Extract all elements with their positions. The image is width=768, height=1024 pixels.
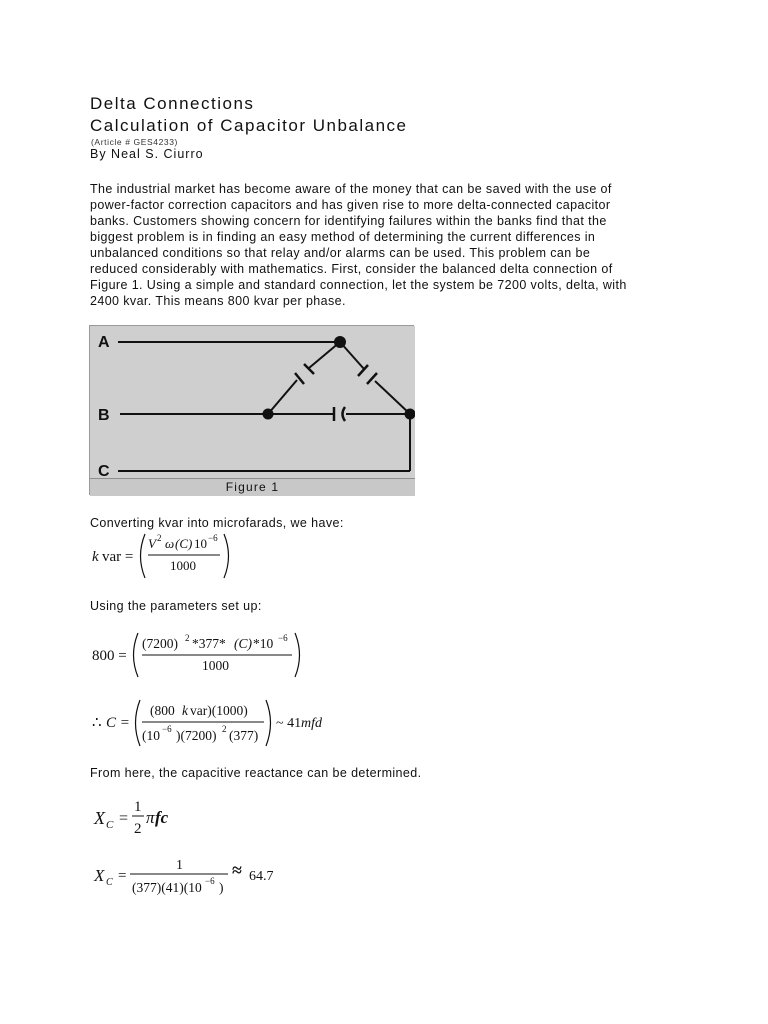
title-line-1: Delta Connections: [90, 94, 255, 113]
svg-text:=: =: [119, 810, 129, 827]
svg-text:1000: 1000: [170, 558, 196, 573]
svg-text:C =: C =: [106, 715, 130, 731]
node-a: [334, 336, 346, 348]
article-number: (Article # GES4233): [91, 137, 178, 147]
intro-line: The industrial market has become aware of the money that can be saved with the use of: [90, 182, 612, 196]
svg-text:1000: 1000: [202, 658, 229, 673]
svg-text:var =: var =: [102, 549, 134, 565]
svg-text:π: π: [146, 808, 155, 827]
figure-caption: Figure 1: [90, 478, 415, 496]
svg-text:var)(1000): var)(1000): [190, 703, 248, 718]
label-a: A: [98, 334, 110, 351]
intro-line: reduced considerably with mathematics. First, consider the balanced delta connection of: [90, 262, 613, 276]
svg-text:*10: *10: [253, 636, 274, 651]
svg-text:ω: ω: [165, 536, 175, 551]
intro-line: 2400 kvar. This means 800 kvar per phase.: [90, 294, 346, 308]
intro-line: biggest problem is in finding an easy method of determining the current differences in: [90, 230, 596, 244]
svg-text:−6: −6: [208, 533, 218, 543]
svg-text:≈: ≈: [232, 860, 242, 880]
svg-text:(377): (377): [229, 728, 259, 743]
svg-text:64.7: 64.7: [249, 869, 274, 884]
svg-text:2: 2: [185, 633, 190, 643]
svg-text:2: 2: [134, 821, 142, 837]
svg-text:V: V: [148, 536, 156, 551]
svg-text:X: X: [94, 808, 105, 828]
node-c: [405, 409, 416, 420]
svg-text:1: 1: [134, 799, 142, 815]
svg-text:(377)(41)(10: (377)(41)(10: [132, 880, 202, 895]
equation-xc-value: [94, 854, 294, 900]
svg-text:−6: −6: [162, 724, 172, 734]
svg-text:2: 2: [222, 724, 227, 734]
svg-text:mfd: mfd: [301, 716, 322, 731]
label-b: B: [98, 407, 110, 424]
byline: By Neal S. Ciurro: [90, 147, 204, 161]
node-b: [263, 409, 274, 420]
equation-capacitance: [92, 698, 332, 748]
svg-text:(7200): (7200): [142, 636, 178, 651]
svg-text:10: 10: [194, 536, 207, 551]
svg-text:(800: (800: [150, 703, 175, 718]
svg-text:): ): [219, 880, 224, 895]
equation-800: [92, 631, 307, 679]
svg-text:~ 41: ~ 41: [276, 716, 302, 731]
svg-text:−6: −6: [205, 876, 215, 886]
svg-text:C: C: [106, 877, 113, 888]
parameters-text: Using the parameters set up:: [90, 599, 262, 613]
delta-circuit-diagram: [90, 326, 415, 478]
label-c: C: [98, 463, 110, 478]
svg-text:fc: fc: [155, 808, 169, 827]
title-line-2: Calculation of Capacitor Unbalance: [90, 116, 408, 135]
svg-text:k: k: [182, 703, 188, 718]
intro-line: banks. Customers showing concern for identifying failures within the banks find that the: [90, 214, 607, 228]
intro-line: Figure 1. Using a simple and standard connection, let the system be 7200 volts, delta, with: [90, 278, 627, 292]
svg-text:(C): (C): [234, 636, 252, 651]
svg-text:X: X: [94, 866, 105, 885]
intro-line: unbalanced conditions so that relay and/or alarms can be used. This problem can be: [90, 246, 591, 260]
equation-kvar: [90, 532, 240, 580]
svg-text:1: 1: [176, 858, 183, 873]
intro-line: power-factor correction capacitors and has given rise to more delta-connected capacitor: [90, 198, 611, 212]
intro-paragraph: [90, 181, 690, 309]
svg-text:(C): (C): [175, 536, 193, 551]
svg-text:∴: ∴: [92, 715, 102, 731]
svg-text:(10: (10: [142, 728, 160, 743]
svg-text:=: =: [118, 868, 127, 884]
converting-text: Converting kvar into microfarads, we have:: [90, 516, 344, 530]
svg-text:*377*: *377*: [192, 636, 226, 651]
figure-1: [89, 325, 414, 495]
svg-text:)(7200): )(7200): [176, 728, 217, 743]
equation-xc-formula: [94, 796, 184, 842]
svg-text:2: 2: [157, 533, 162, 543]
svg-text:C: C: [106, 819, 114, 831]
svg-text:800 =: 800 =: [92, 648, 127, 664]
svg-text:−6: −6: [278, 633, 288, 643]
svg-text:k: k: [92, 549, 99, 565]
reactance-text: From here, the capacitive reactance can be determined.: [90, 766, 422, 780]
